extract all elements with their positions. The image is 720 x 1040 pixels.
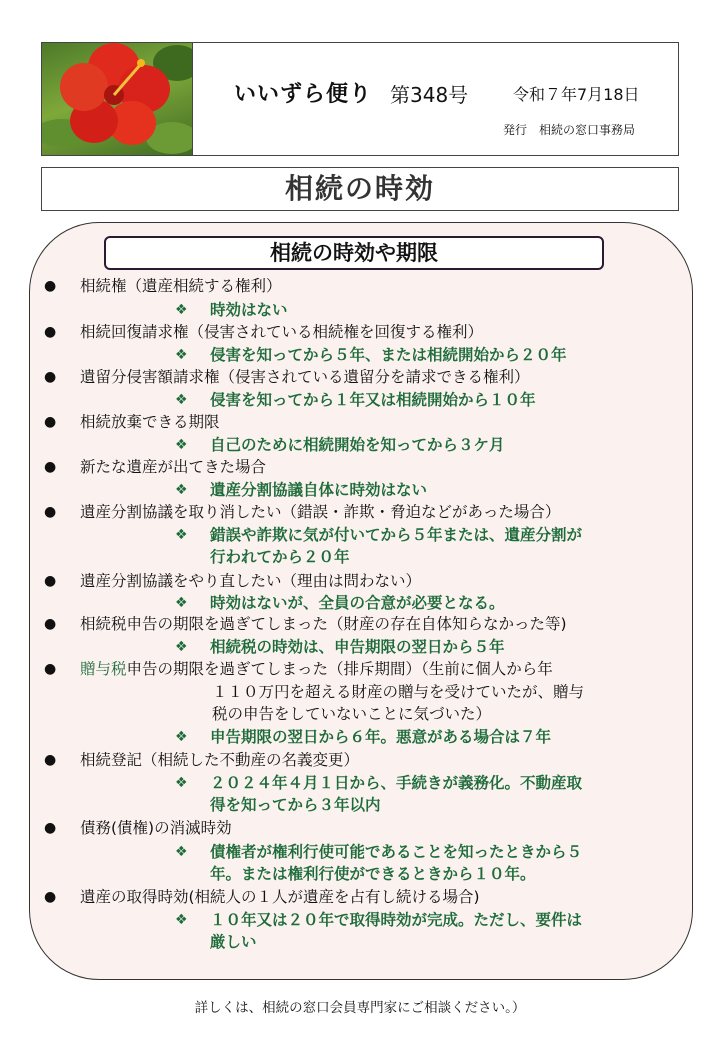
- list-item-note: 自己のために相続開始を知ってから３ケ月: [210, 436, 505, 454]
- list-item-note: 錯誤や詐欺に気が付いてから５年または、遺産分割が: [210, 526, 583, 544]
- diamond-icon: ❖: [175, 729, 188, 745]
- bullet-icon: ●: [44, 889, 57, 905]
- bullet-icon: ●: [44, 616, 57, 632]
- bullet-icon: ●: [44, 459, 57, 475]
- gift-tax-label: 贈与税: [80, 660, 127, 678]
- list-item-label: 相続放棄できる期限: [80, 413, 220, 431]
- diamond-icon: ❖: [175, 437, 188, 453]
- newsletter-title: いいずら便り: [234, 82, 373, 107]
- list-item-label: 相続税申告の期限を過ぎてしまった（財産の存在自体知らなかった等): [80, 615, 567, 633]
- list-item-label: [80, 658, 553, 680]
- list-item-label-cont: 税の申告をしていないことに気づいた）: [212, 705, 492, 723]
- bullet-icon: ●: [44, 573, 57, 589]
- diamond-icon: ❖: [175, 347, 188, 363]
- diamond-icon: ❖: [175, 595, 188, 611]
- list-item-label: 遺産分割協議を取り消したい（錯誤・詐欺・脅迫などがあった場合）: [80, 503, 561, 521]
- list-item-note: 年。または権利行使ができるときから１０年。: [210, 865, 536, 883]
- list-item-label: 債務(債権)の消滅時効: [80, 819, 232, 837]
- list-item-label-cont: １１０万円を超える財産の贈与を受けていたが、贈与: [212, 683, 585, 701]
- bullet-icon: ●: [44, 324, 57, 340]
- list-item-label: 遺産分割協議をやり直したい（理由は問わない）: [80, 572, 422, 590]
- bullet-icon: ●: [44, 504, 57, 520]
- list-item-note: 時効はないが、全員の合意が必要となる。: [210, 594, 505, 612]
- list-item-label: 遺留分侵害額請求権（侵害されている遺留分を請求できる権利）: [80, 368, 530, 386]
- diamond-icon: ❖: [175, 639, 188, 655]
- issue-number: 第348号: [390, 83, 469, 107]
- list-item-label: 相続登記（相続した不動産の名義変更）: [80, 751, 360, 769]
- list-item-label: 新たな遺産が出てきた場合: [80, 458, 267, 476]
- issue-date: 令和７年7月18日: [513, 85, 640, 104]
- diamond-icon: ❖: [175, 912, 188, 928]
- list-item-note: 得を知ってから３年以内: [210, 796, 381, 814]
- list-item-note: 相続税の時効は、申告期限の翌日から５年: [210, 638, 505, 656]
- list-item-label: 相続権（遺産相続する権利）: [80, 277, 282, 295]
- list-item-note: 厳しい: [210, 933, 257, 951]
- diamond-icon: ❖: [175, 844, 188, 860]
- list-item-note: 侵害を知ってから５年、または相続開始から２０年: [210, 346, 567, 364]
- diamond-icon: ❖: [175, 527, 188, 543]
- list-item-note: 時効はない: [210, 301, 288, 319]
- bullet-icon: ●: [44, 820, 57, 836]
- diamond-icon: ❖: [175, 302, 188, 318]
- list-item-note: 申告期限の翌日から６年。悪意がある場合は７年: [210, 728, 552, 746]
- bullet-icon: ●: [44, 661, 57, 677]
- gift-tax-rest: 申告の期限を過ぎてしまった（排斥期間）（生前に個人から年: [126, 660, 553, 678]
- list-item-label: 相続回復請求権（侵害されている相続権を回復する権利）: [80, 323, 484, 341]
- bullet-icon: ●: [44, 752, 57, 768]
- list-item-note: １０年又は２０年で取得時効が完成。ただし、要件は: [210, 911, 583, 929]
- section-title: 相続の時効や期限: [104, 236, 604, 270]
- page-title: 相続の時効: [41, 167, 679, 211]
- bullet-icon: ●: [44, 369, 57, 385]
- publisher: 発行 相続の窓口事務局: [503, 123, 636, 137]
- diamond-icon: ❖: [175, 482, 188, 498]
- list-item-label: 遺産の取得時効(相続人の１人が遺産を占有し続ける場合): [80, 888, 480, 906]
- footer-note: 詳しくは、相続の窓口会員専門家にご相談ください。）: [194, 1000, 526, 1016]
- list-item-note: 遺産分割協議自体に時効はない: [210, 481, 428, 499]
- bullet-icon: ●: [44, 414, 57, 430]
- diamond-icon: ❖: [175, 775, 188, 791]
- list-item-note: ２０２４年４月１日から、手続きが義務化。不動産取: [210, 774, 583, 792]
- list-item-note: 侵害を知ってから１年又は相続開始から１０年: [210, 391, 536, 409]
- list-item-note: 行われてから２０年: [210, 548, 350, 566]
- bullet-icon: ●: [44, 278, 57, 294]
- list-item-note: 債権者が権利行使可能であることを知ったときから５: [210, 843, 583, 861]
- diamond-icon: ❖: [175, 392, 188, 408]
